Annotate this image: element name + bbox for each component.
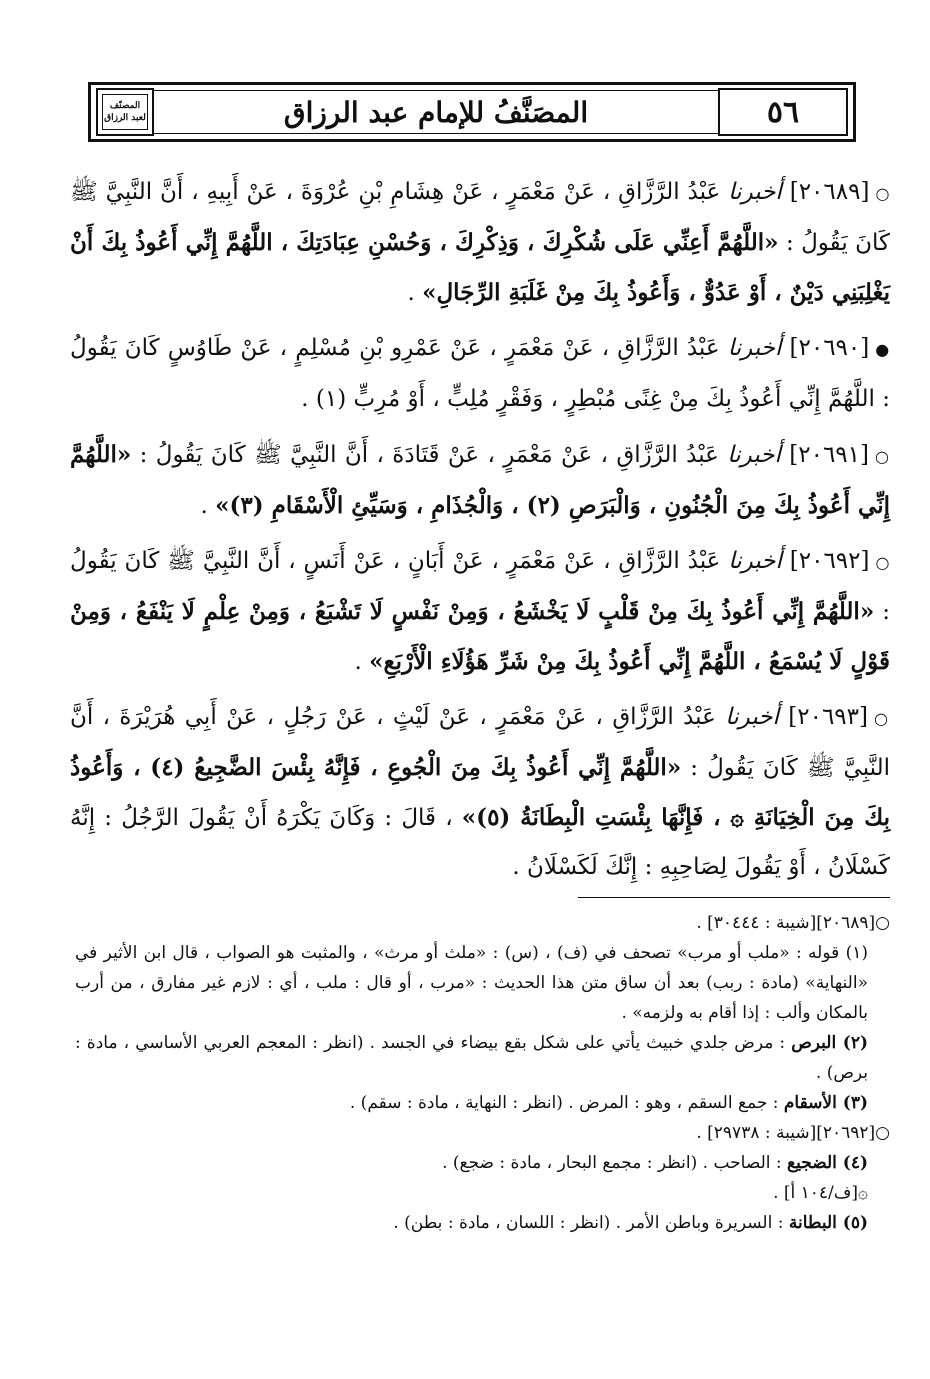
hadith-marker: ○ [875,184,891,203]
footnote-2 [75,1028,890,1088]
hadith-marker: ● [875,340,891,359]
main-text [70,168,890,898]
footnote-term: (٤) الضجيع [787,1153,868,1173]
hadith-tail: ، قَالَ : وَكَانَ يَكْرَهُ أَنْ يَقُولَ الرَّجُلُ : إِنَّهُ كَسْلَانُ ، أَوْ يَقُولَ لِصَاحِبِهِ : إِنَّكَ لَكَسْلَانُ . [70,805,890,880]
hadith-20690 [70,324,890,424]
hadith-20691 [70,430,890,531]
hadith-number: [٢٠٦٩٢] [789,548,870,574]
hadith-tail: . [200,493,216,519]
footnote-manuscript-ref [75,1178,890,1208]
footnote-1 [75,938,890,1028]
footnotes [75,908,890,1238]
akhbarana-word: أخبرنا [728,179,782,205]
emblem-text: المصنّف لعبد الرزاق [102,94,148,130]
hadith-number: [٢٠٦٩٠] [789,335,870,361]
footnote-source-20692 [75,1118,890,1148]
footnote-text: ○[٢٠٦٩٢][شيبة : ٢٩٧٣٨] . [696,1123,890,1143]
akhbarana-word: أخبرنا [727,335,782,361]
hadith-marker: ○ [875,447,891,466]
hadith-isnad: عَبْدُ الرَّزَّاقِ ، عَنْ مَعْمَرٍ ، عَنْ عَمْرِو بْنِ مُسْلِمٍ ، عَنْ طَاوُسٍ كَانَ يَقُولُ : [70,335,890,412]
hadith-number: [٢٠٦٨٩] [789,179,870,205]
page-number-box [718,88,848,136]
footnote-5 [75,1208,890,1238]
hadith-isnad: عَبْدُ الرَّزَّاقِ ، عَنْ مَعْمَرٍ ، عَنْ هِشَامِ بْنِ عُرْوَةَ ، عَنْ أَبِيهِ ، أَنَّ النَّبِيَّ ﷺ كَانَ يَقُولُ : [70,179,890,256]
hadith-matn: «اللَّهُمَّ إِنِّي أَعُوذُ بِكَ مِنَ الْجُوعِ ، فَإِنَّهُ بِئْسَ الضَّجِيعُ (٤) ، وَأَعُوذُ بِكَ مِنَ الْخِيَانَةِ ۞ ، فَإِنَّهَا بِئْسَتِ الْبِطَانَةُ (٥)» [70,754,890,831]
akhbarana-word: أخبرنا [728,548,782,574]
hadith-number: [٢٠٦٩٣] [788,704,869,730]
footnote-text: (١) قوله : «ملب أو مرب» تصحف في (ف) ، (س) : «ملث أو مرث» ، والمثبت هو الصواب ، قال ابن الأثير في «النهاية» (مادة : ربب) بعد أن ساق متن هذا الحديث : «مرب ، أو قال : ملب ، أي : لازم غير مفارق ، من أرب بالمكان وألب : إذا أقام به ولزمه» . [75,943,868,1023]
hadith-20689 [70,168,890,318]
footnote-text: : مرض جلدي خبيث يأتي على شكل بقع بيضاء في الجسد . (انظر : المعجم العربي الأساسي ، مادة : برص) . [75,1033,868,1083]
hadith-isnad: عَبْدُ الرَّزَّاقِ ، عَنْ مَعْمَرٍ ، عَنْ قَتَادَةَ ، أَنَّ النَّبِيَّ ﷺ كَانَ يَقُولُ : [139,442,719,468]
hadith-tail: . [354,649,370,675]
emblem-logo [96,88,154,136]
hadith-isnad: عَبْدُ الرَّزَّاقِ ، عَنْ مَعْمَرٍ ، عَنْ أَبَانٍ ، عَنْ أَنَسٍ ، أَنَّ النَّبِيَّ ﷺ كَانَ يَقُولُ : [70,548,891,625]
hadith-isnad: عَبْدُ الرَّزَّاقِ ، عَنْ مَعْمَرٍ ، عَنْ لَيْثٍ ، عَنْ رَجُلٍ ، عَنْ أَبِي هُرَيْرَةَ ، أَنَّ النَّبِيَّ ﷺ كَانَ يَقُولُ : [70,704,891,781]
hadith-20693 [70,693,890,892]
hadith-matn: «اللَّهُمَّ أَعِنِّي عَلَى شُكْرِكَ ، وَذِكْرِكَ ، وَحُسْنِ عِبَادَتِكَ ، اللَّهُمَّ إِنِّي أَعُوذُ بِكَ أَنْ يَغْلِبَنِي دَيْنٌ ، أَوْ عَدُوٌّ ، وَأَعُوذُ بِكَ مِنْ غَلَبَةِ الرِّجَالِ» [70,229,890,306]
footnote-text: ○[٢٠٦٨٩][شيبة : ٣٠٤٤٤] . [696,913,890,933]
footnote-text: : جمع السقم ، وهو : المرض . (انظر : النهاية ، مادة : سقم) . [349,1093,784,1113]
footnote-term: (٣) الأسقام [783,1093,868,1113]
footnote-text: : الصاحب . (انظر : مجمع البحار ، مادة : ضجع) . [442,1153,788,1173]
akhbarana-word: أخبرنا [725,704,779,730]
footnote-divider [578,897,890,898]
akhbarana-word: أخبرنا [727,442,781,468]
hadith-tail: . [407,280,423,306]
footnote-text: ۞[ف/١٠٤ أ] . [773,1183,868,1203]
hadith-matn: «اللَّهُمَّ إِنِّي أَعُوذُ بِكَ مِنْ قَلْبٍ لَا يَخْشَعُ ، وَمِنْ نَفْسٍ لَا تَشْبَعُ ، وَمِنْ عِلْمٍ لَا يَنْفَعُ ، وَمِنْ قَوْلٍ لَا يُسْمَعُ ، اللَّهُمَّ إِنِّي أَعُوذُ بِكَ مِنْ شَرِّ هَؤُلَاءِ الْأَرْبَعِ» [70,598,890,675]
hadith-matn: «اللَّهُمَّ إِنِّي أَعُوذُ بِكَ مِنَ الْجُنُونِ ، وَالْبَرَصِ (٢) ، وَالْجُذَامِ ، وَسَيِّئِ الْأَسْقَامِ (٣)» [70,441,890,519]
footnote-term: (٢) البرص [791,1033,868,1053]
hadith-20692 [70,537,890,687]
footnote-4 [75,1148,890,1178]
footnote-term: (٥) البطانة [788,1213,868,1233]
hadith-number: [٢٠٦٩١] [789,442,869,468]
hadith-marker: ○ [874,709,891,728]
book-title: المصَنَّفُ للإمام عبد الرزاق [283,95,589,129]
footnote-3 [75,1088,890,1118]
hadith-tail: اللَّهُمَّ إِنِّي أَعُوذُ بِكَ مِنْ غِنًى مُبْطِرٍ ، وَفَقْرٍ مُلِبٍّ ، أَوْ مُرِبٍّ (١) . [301,386,875,412]
page-number: ٥٦ [766,94,800,130]
footnote-source-20689 [75,908,890,938]
hadith-marker: ○ [875,553,891,572]
footnote-text: : السريرة وباطن الأمر . (انظر : اللسان ، مادة : بطن) . [393,1213,789,1233]
